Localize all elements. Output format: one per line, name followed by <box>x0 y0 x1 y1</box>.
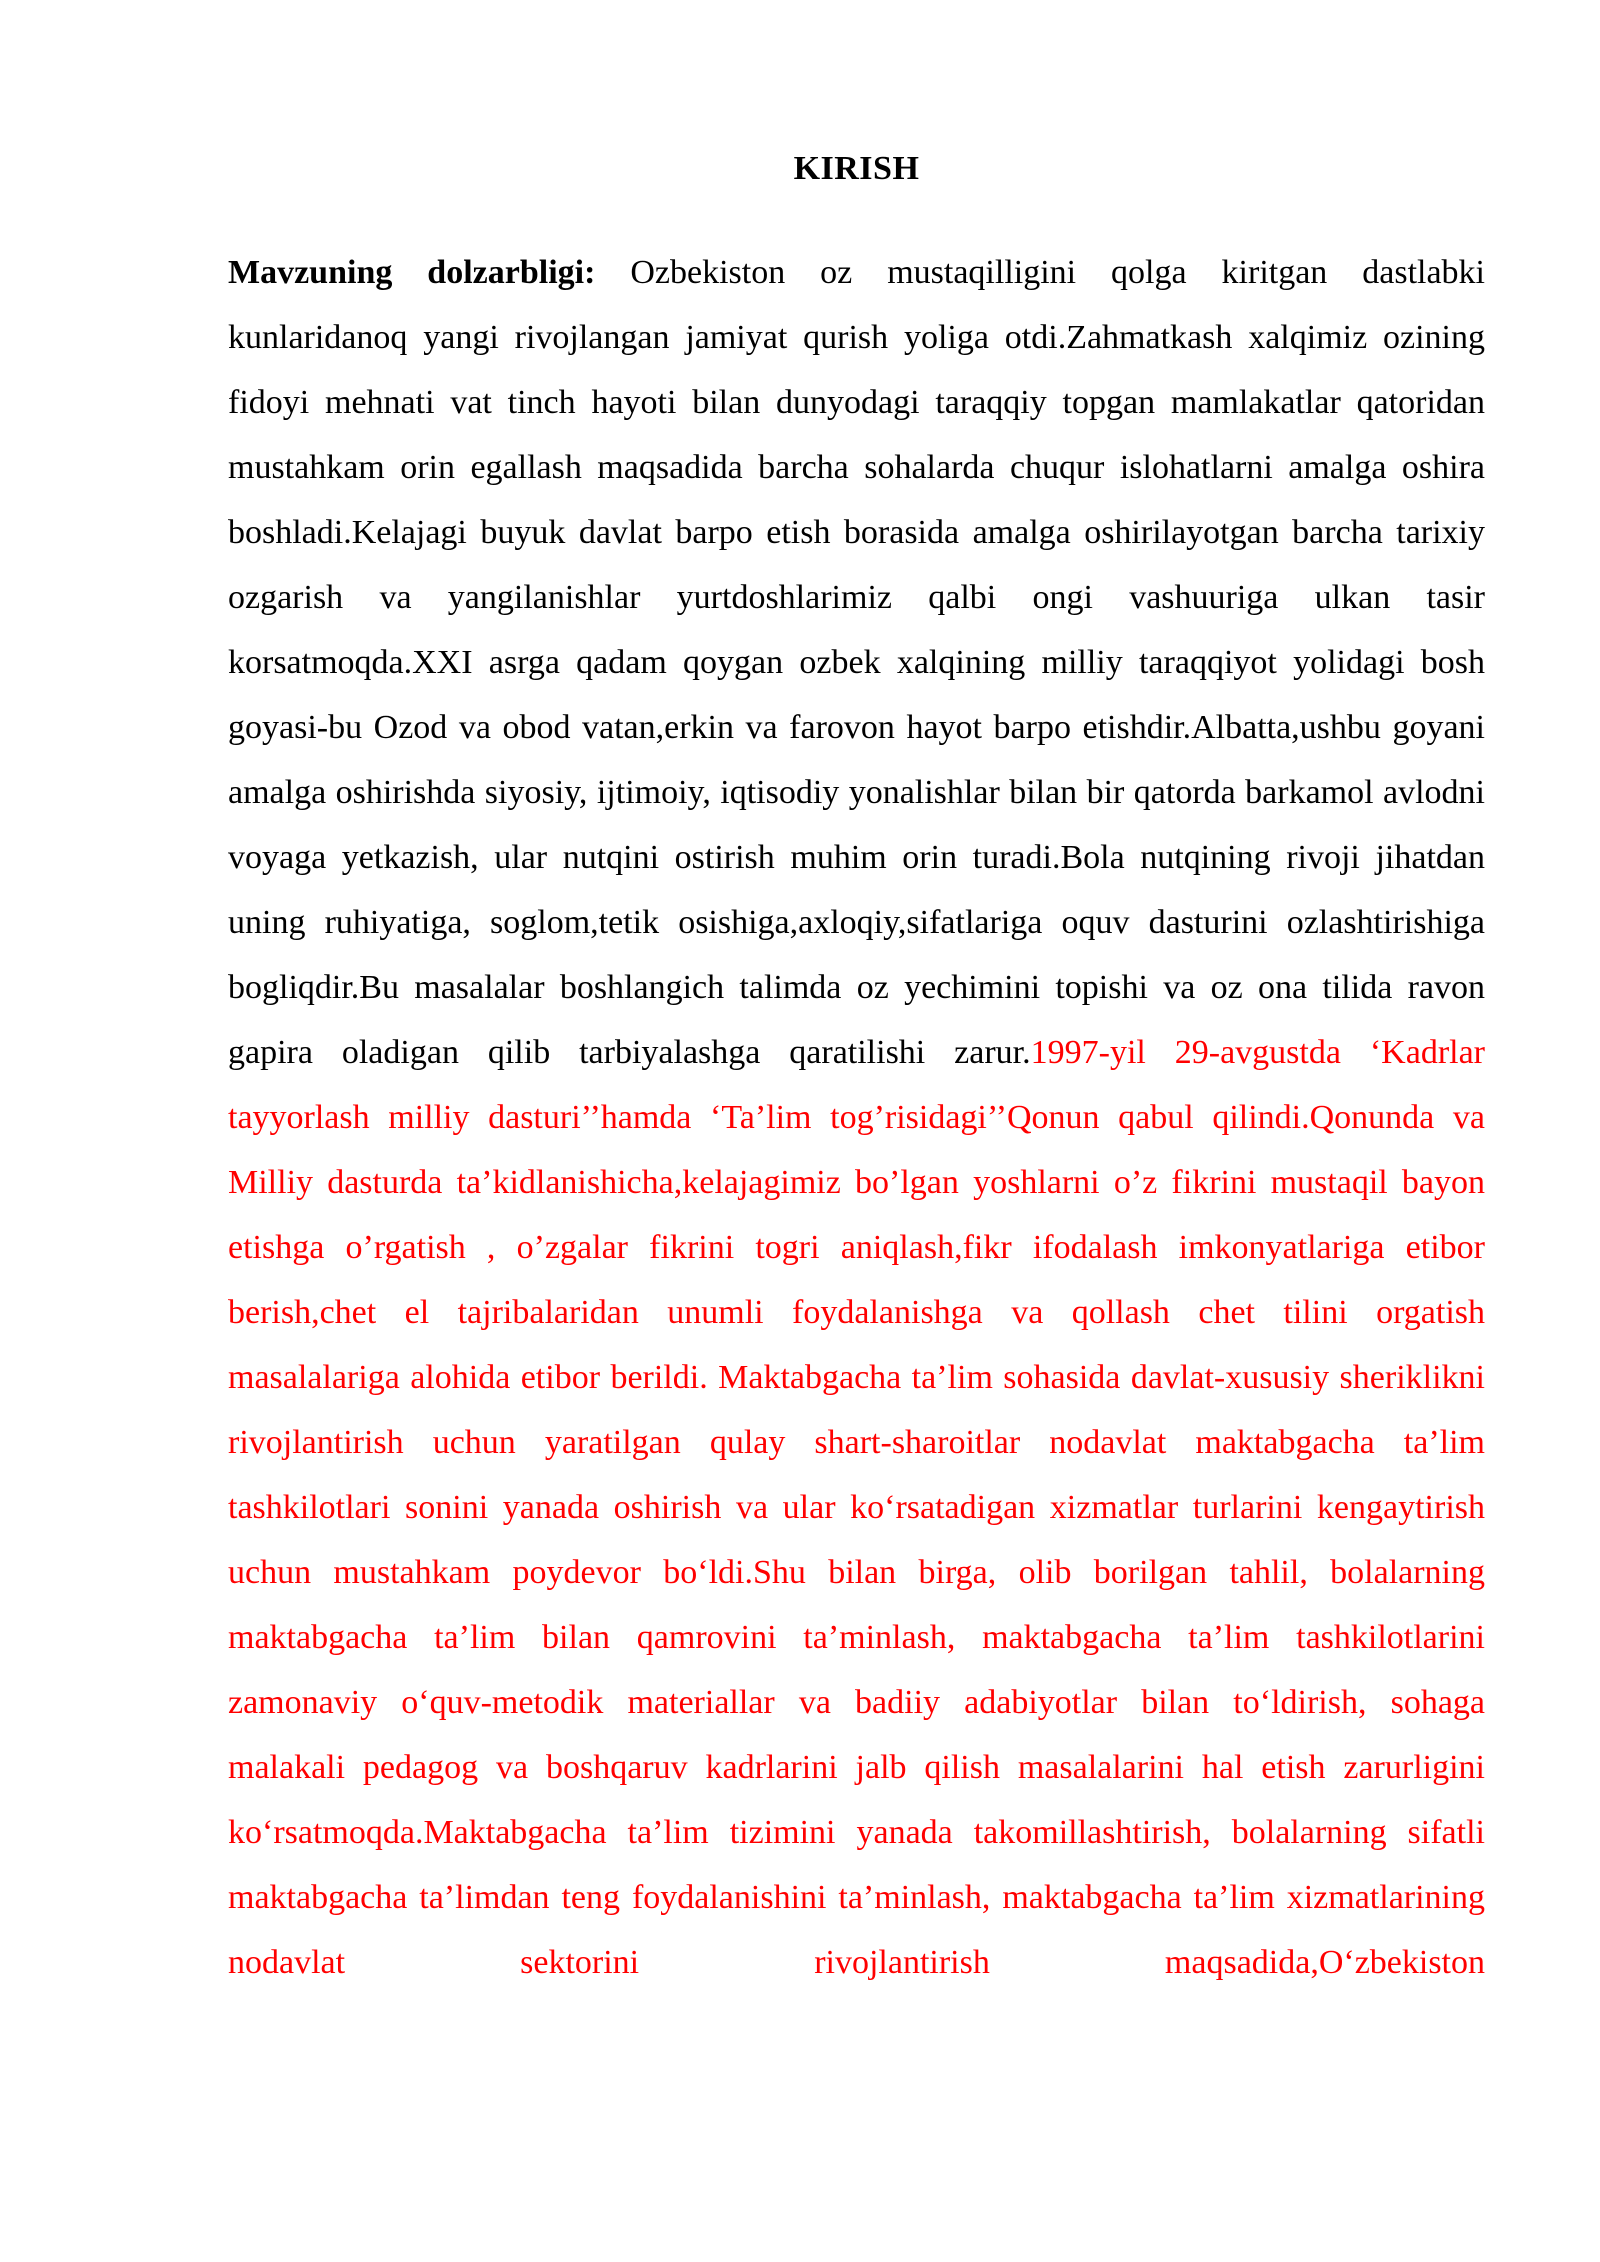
paragraph-text-red: 1997-yil 29-avgustda ‘Kadrlar tayyorlash milliy dasturi’’hamda ‘Ta’lim tog’risidagi’’Qonun qabul qilindi.Qonunda va Milliy dasturda ta’kidlanishicha,kelajagimiz bo’lgan yoshlarni o’z fikrini mustaqil bayon etishga o’rgatish , o’zgalar fikrini togri aniqlash,fikr ifodalash imkonyatlariga etibor berish,chet el tajribalaridan unumli foydalanishga va qollash chet tilini orgatish masalalariga alohida etibor berildi. Maktabgacha ta’lim sohasida davlat-xususiy sheriklikni rivojlantirish uchun yaratilgan qulay shart-sharoitlar nodavlat maktabgacha ta’lim tashkilotlari sonini yanada oshirish va ular ko‘rsatadigan xizmatlar turlarini kengaytirish uchun mustahkam poydevor bo‘ldi.Shu bilan birga, olib borilgan tahlil, bolalarning maktabgacha ta’lim bilan qamrovini ta’minlash, maktabgacha ta’lim tashkilotlarini zamonaviy o‘quv-metodik materiallar va badiiy adabiyotlar bilan to‘ldirish, sohaga malakali pedagog va boshqaruv kadrlarini jalb qilish masalalarini hal etish zarurligini ko‘rsatmoqda.Maktabgacha ta’lim tizimini yanada takomillashtirish, bolalarning sifatli maktabgacha ta’limdan teng foydalanishini ta’minlash, maktabgacha ta’lim xizmatlarining nodavlat sektorini rivojlantirish maqsadida,O‘zbekiston <box>228 1034 1486 1981</box>
topic-relevance-label: Mavzuning dolzarbligi: <box>228 254 596 291</box>
body-paragraph <box>228 240 1485 1995</box>
section-title: KIRISH <box>793 150 920 187</box>
paragraph-text-black: Ozbekiston oz mustaqilligini qolga kiritgan dastlabki kunlaridanoq yangi rivojlangan jamiyat qurish yoliga otdi.Zahmatkash xalqimiz ozining fidoyi mehnati vat tinch hayoti bilan dunyodagi taraqqiy topgan mamlakatlar qatoridan mustahkam orin egallash maqsadida barcha sohalarda chuqur islohatlarni amalga oshira boshladi.Kelajagi buyuk davlat barpo etish borasida amalga oshirilayotgan barcha tarixiy ozgarish va yangilanishlar yurtdoshlarimiz qalbi ongi vashuuriga ulkan tasir korsatmoqda.XXI asrga qadam qoygan ozbek xalqining milliy taraqqiyot yolidagi bosh goyasi-bu Ozod va obod vatan,erkin va farovon hayot barpo etishdir.Albatta,ushbu goyani amalga oshirishda siyosiy, ijtimoiy, iqtisodiy yonalishlar bilan bir qatorda barkamol avlodni voyaga yetkazish, ular nutqini ostirish muhim orin turadi.Bola nutqining rivoji jihatdan uning ruhiyatiga, soglom,tetik osishiga,axloqiy,sifatlariga oquv dasturini ozlashtirishiga bogliqdir.Bu masalalar boshlangich talimda oz yechimini topishi va oz ona tilida ravon gapira oladigan qilib tarbiyalashga qaratilishi zarur. <box>228 254 1485 1071</box>
